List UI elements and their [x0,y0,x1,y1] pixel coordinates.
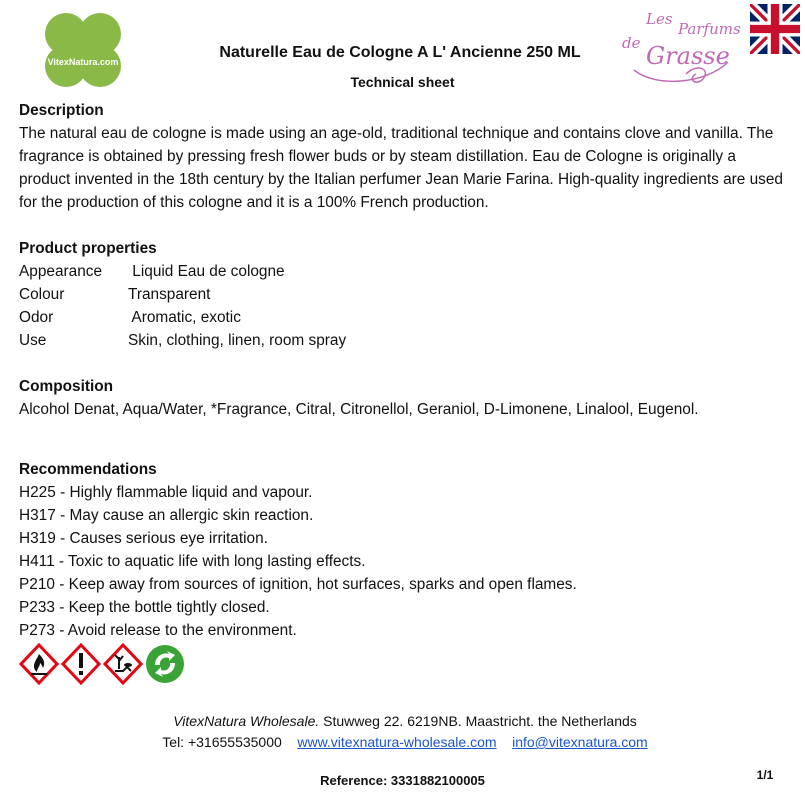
company-address: Stuwweg 22. 6219NB. Maastricht. the Netherlands [319,713,637,729]
property-row [19,329,789,352]
sheet-content [19,99,789,642]
property-name: Use [19,332,47,349]
recommendation-item: P233 - Keep the bottle tightly closed. [19,599,270,616]
property-value: Transparent [128,286,211,303]
property-name: Colour [19,286,65,303]
document-title: Naturelle Eau de Cologne A L' Ancienne 250 ML [219,44,581,61]
recommendation-item: H225 - Highly flammable liquid and vapour. [19,484,313,501]
brand-line4: Grasse [646,42,730,70]
website-link[interactable]: www.vitexnatura-wholesale.com [297,734,497,750]
brand-line1: Les [646,10,673,28]
footer-contacts [80,734,730,750]
description-heading: Description [19,102,104,119]
properties-heading: Product properties [19,240,157,257]
recommendation-item: P210 - Keep away from sources of ignition, hot surfaces, sparks and open flames. [19,576,577,593]
document-subtitle: Technical sheet [350,74,455,90]
property-row [19,306,789,329]
composition-text: Alcohol Denat, Aqua/Water, *Fragrance, Citral, Citronellol, Geraniol, D-Limonene, Linalool, Eugenol. [19,401,699,418]
brand-line2: Parfums [678,20,741,38]
footer-address [80,713,730,729]
recommendation-item: H411 - Toxic to aquatic life with long lasting effects. [19,553,366,570]
property-value: Aromatic, exotic [128,309,241,326]
property-name: Appearance [19,263,103,280]
property-row [19,283,789,306]
property-row [19,260,789,283]
property-name: Odor [19,309,54,326]
property-value: Liquid Eau de cologne [128,263,285,280]
brand-line3: de [622,34,641,52]
phone-number: Tel: +31655535000 [162,734,282,750]
recommendations-heading: Recommendations [19,461,157,478]
logo-text: VitexNatura.com [47,57,119,67]
page-number: 1/1 [756,768,774,782]
recommendation-item: H319 - Causes serious eye irritation. [19,530,268,547]
environment-hazard-icon [103,643,143,685]
flammable-icon [19,643,59,685]
recommendation-item: P273 - Avoid release to the environment. [19,622,297,639]
clover-icon [36,4,130,98]
hazard-pictograms [19,643,185,685]
recycle-green-dot-icon [145,643,185,685]
recommendation-item: H317 - May cause an allergic skin reaction. [19,507,314,524]
company-name: VitexNatura Wholesale. [173,713,320,729]
exclamation-icon [61,643,101,685]
reference-number: Reference: 3331882100005 [320,773,485,788]
uk-flag-icon[interactable] [750,4,800,54]
composition-heading: Composition [19,378,114,395]
description-text: The natural eau de cologne is made using an age-old, traditional technique and contains clove and vanilla. The fragrance is obtained by pressing fresh flower buds or by steam distillation. Eau de Cologne is originally a product invented in the 18th century by the Italian perfumer Jean Marie Farina. High-quality ingredients are used for the production of this cologne and it is a 100% French production. [19,125,783,211]
email-link[interactable]: info@vitexnatura.com [512,734,648,750]
property-value: Skin, clothing, linen, room spray [128,332,347,349]
vitexnatura-logo [36,4,130,98]
